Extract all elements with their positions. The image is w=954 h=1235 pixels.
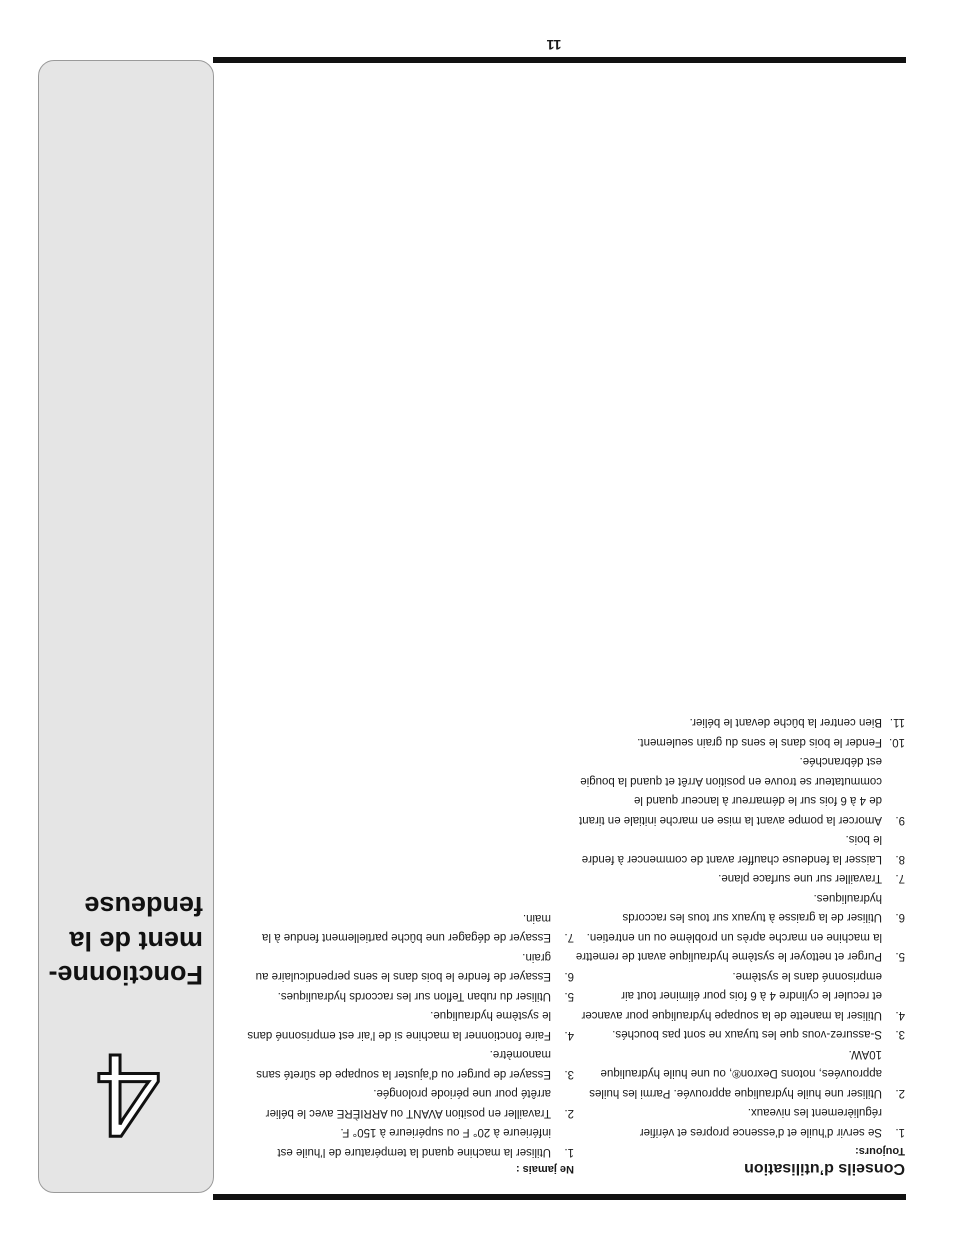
item-text: S-assurez-vous que les tuyaux ne sont pas bouchés. [612,1028,882,1041]
item-number: 11. [889,716,905,729]
item-text: Utiliser une huile hydraulique approuvée. Parmi les huiles approuvées, notons Dexron®, ou une huile hydraulique 10AW. [589,1048,882,1099]
list-item [244,947,574,986]
item-number: 6. [895,911,905,924]
list-item [575,751,905,829]
item-number: 8. [895,853,905,865]
item-text: Travailler en position AVANT ou ARRIÈRE avec le bélier arrêté pour une période prolongée. [265,1087,551,1119]
top-rule [213,1194,906,1200]
item-number: 4. [564,1029,574,1041]
always-list [575,712,905,1141]
item-text: Fender le bois dans le sens du grain seulement. [637,736,882,748]
list-item [575,927,905,966]
section-heading: Conseils d’utilisation [744,1160,905,1177]
item-text: Amorcer la pompe avant la mise en marche initiale en tirant de 4 à 6 fois sur le démarreur à lanceur quand le commutateur se trouve en position Arrêt et quand la bougie est débranchée. [579,755,882,826]
bottom-rule [213,57,906,63]
item-text: Travailler sur une surface plane. [718,872,882,885]
always-heading: Toujours: [855,1145,905,1157]
list-item [244,908,574,947]
item-number: 4. [895,1009,905,1021]
item-number: 1. [895,1126,905,1138]
item-text: Utiliser la machine quand la température de l’huile est inférieure à 20° F ou supérieure à 150° F. [277,1126,551,1158]
list-item [575,1044,905,1103]
item-text: Utiliser de la graisse à tuyaux sur tous les raccords hydrauliques. [622,892,882,924]
list-item [575,966,905,1025]
page-number: 11 [546,37,562,53]
item-number: 9. [895,814,905,826]
item-number: 10. [889,736,905,748]
item-text: Essayer de fendre le bois dans le sens perpendiculaire au grain. [255,951,551,983]
item-number: 3. [895,1028,905,1041]
list-item [575,712,905,732]
item-text: Faire fonctionner la machine si de l’air est emprisonné dans le système hydraulique. [247,1009,551,1041]
chapter-number: 4 [95,1029,161,1161]
item-number: 7. [564,931,574,944]
list-item [244,1122,574,1161]
item-number: 5. [895,950,905,963]
list-item [244,1044,574,1083]
item-text: Utiliser du ruban Teflon sur les raccords hydrauliques. [277,990,551,1002]
never-heading: Ne jamais : [515,1163,574,1175]
item-text: Laisser la fendeuse chauffer avant de commencer à fendre le bois. [581,833,882,865]
item-number: 5. [564,990,574,1002]
list-item [575,1102,905,1141]
list-item [575,888,905,927]
item-text: Bien centrer la bûche devant le bélier. [689,716,882,729]
list-item [575,1024,905,1044]
item-text: Essayer de dégager une bûche partiellement fendue à la main. [262,912,551,944]
item-number: 1. [564,1146,574,1158]
item-number: 3. [564,1068,574,1080]
list-item [244,986,574,1006]
item-text: Purger et nettoyer le système hydraulique avant de remettre la machine en marche après un problème ou un entretien. [575,931,882,963]
chapter-tab [38,60,214,1193]
item-number: 2. [564,1107,574,1119]
never-list [244,908,574,1162]
list-item [575,732,905,752]
item-text: Utiliser la manette de la soupape hydraulique pour avancer et reculer le cylindre 4 à 6 fois pour éliminer tout air emprisonné dans le système. [581,970,882,1021]
item-number: 7. [895,872,905,885]
list-item [575,829,905,868]
item-text: Se servir d’huile et d’essence propres et vérifier régulièrement les niveaux. [639,1106,882,1138]
chapter-title: Fonctionne-ment de la fendeuse [48,891,203,990]
list-item [575,868,905,888]
item-number: 6. [564,970,574,983]
list-item [244,1005,574,1044]
item-text: Essayer de purger ou d’ajuster la soupape de sûreté sans manomètre. [256,1048,551,1080]
item-number: 2. [895,1087,905,1099]
list-item [244,1083,574,1122]
